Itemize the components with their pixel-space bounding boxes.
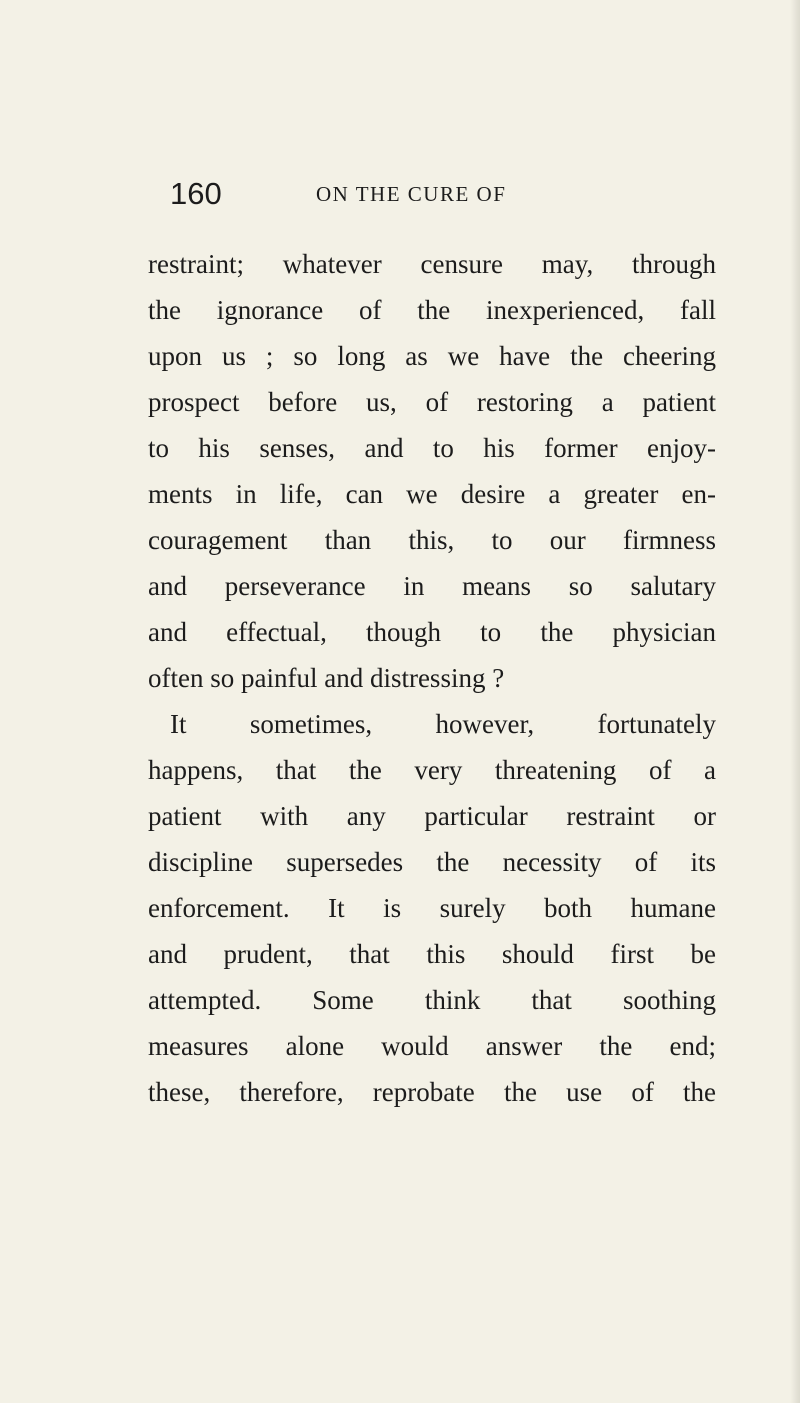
text-line: often so painful and distressing ? — [148, 663, 505, 693]
text-line: measures alone would answer the end; — [148, 1031, 716, 1061]
text-line: couragement than this, to our firmness — [148, 525, 716, 555]
text-line: attempted. Some think that soothing — [148, 985, 716, 1015]
text-line: discipline supersedes the necessity of its — [148, 847, 716, 877]
text-line: prospect before us, of restoring a patient — [148, 387, 716, 417]
text-line: and prudent, that this should first be — [148, 939, 716, 969]
text-line: patient with any particular restraint or — [148, 801, 716, 831]
text-line: these, therefore, reprobate the use of the — [148, 1077, 716, 1107]
page-number: 160 — [170, 176, 222, 211]
page-edge-shadow — [790, 0, 800, 1403]
text-line: ments in life, can we desire a greater en- — [148, 479, 716, 509]
text-line: the ignorance of the inexperienced, fall — [148, 295, 716, 325]
text-line: happens, that the very threatening of a — [148, 755, 716, 785]
paragraph-start-line: It sometimes, however, fortunately — [170, 709, 716, 739]
body-text — [148, 241, 716, 1115]
text-line: restraint; whatever censure may, through — [148, 249, 716, 279]
text-line: enforcement. It is surely both humane — [148, 893, 716, 923]
text-line: and effectual, though to the physician — [148, 617, 716, 647]
running-title: ON THE CURE OF — [316, 182, 507, 206]
text-line: and perseverance in means so salutary — [148, 571, 716, 601]
text-line: upon us ; so long as we have the cheering — [148, 341, 716, 371]
text-line: to his senses, and to his former enjoy- — [148, 433, 716, 463]
page-header — [170, 172, 730, 216]
